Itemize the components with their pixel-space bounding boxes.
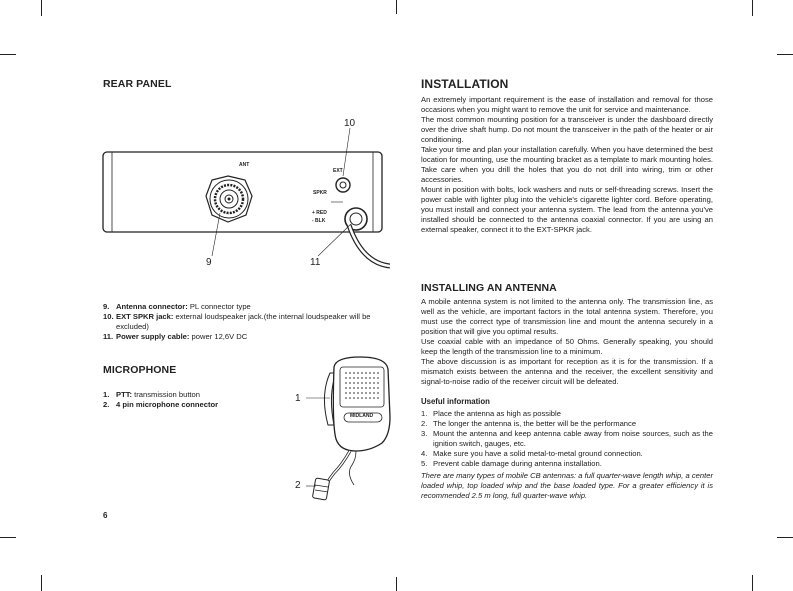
item-number: 5. (421, 459, 428, 468)
paragraph: Mount in position with bolts, lock washers and nuts or self-threading screws. Insert the power cable with lighter plug into the vehicle's cigarette lighter cord. Before operating, you must install and connect your antenna system. The lead from the antenna you've installed should be connected to the antenna coaxial connector. If you are using an external speaker, connect it to the EXT-SPKR jack. (421, 185, 713, 234)
item-text: PL connector type (187, 302, 251, 311)
list-item (103, 302, 398, 312)
crop-mark (396, 0, 397, 14)
paragraph: The most common mounting position for a transceiver is under the dashboard directly over the drive shaft hump. Do not mount the transceiver in the path of the heater or air conditioning. (421, 115, 713, 144)
paragraph: A mobile antenna system is not limited to the antenna only. The transmission line, as well as the vehicle, are important factors in the total antenna system. Therefore, you must use the correct type of transmission line and mount the antenna securely in a position that will give you optimal results. (421, 297, 713, 336)
crop-mark (777, 54, 793, 55)
callout-11: 11 (310, 257, 321, 268)
item-text: Prevent cable damage during antenna installation. (433, 459, 602, 468)
list-item (421, 449, 713, 459)
installation-title: INSTALLATION (421, 77, 509, 91)
ext-label: EXT (333, 168, 343, 174)
item-text: The longer the antenna is, the better will be the performance (433, 419, 637, 428)
list-item (103, 400, 283, 410)
item-number: 1. (421, 409, 428, 418)
crop-mark (0, 537, 16, 538)
microphone-drawing (290, 355, 400, 510)
microphone-title: MICROPHONE (103, 364, 177, 376)
item-number: 9. (103, 302, 110, 311)
paragraph: Take your time and plan your installation carefully. When you have determined the best location for mounting, use the mounting bracket as a template to mark mounting holes. Take care when you drill the holes that you do not drill into wiring, trim or other accessories. (421, 145, 713, 184)
antenna-connector-icon (206, 176, 252, 222)
crop-mark (752, 0, 753, 16)
crop-mark (41, 0, 42, 16)
list-item (421, 419, 713, 429)
paragraph: Use coaxial cable with an impedance of 50 Ohms. Generally speaking, you should keep the length of the transmission line to a minimum. (421, 337, 713, 356)
item-number: 10. (103, 312, 114, 321)
useful-info-title: Useful information (421, 397, 490, 406)
list-item (421, 459, 713, 469)
rear-panel-list (103, 302, 398, 342)
rear-panel-diagram (100, 118, 390, 278)
item-text: Place the antenna as high as possible (433, 409, 561, 418)
item-text: transmission button (132, 390, 200, 399)
rear-panel-title: REAR PANEL (103, 78, 172, 90)
installation-text (421, 95, 713, 235)
microphone-list (103, 390, 283, 410)
closing-note: There are many types of mobile CB antennas: a full quarter-wave length whip, a center loaded whip, top loaded whip and the base loaded type. For a greater efficiency it is recommended 2.5 m long, full quarter-wave whip. (421, 471, 713, 500)
crop-mark (396, 577, 397, 591)
crop-mark (752, 575, 753, 591)
microphone-diagram (290, 355, 400, 510)
item-text: power 12,6V DC (189, 332, 248, 341)
item-number: 4. (421, 449, 428, 458)
rear-panel-drawing (100, 118, 390, 278)
crop-mark (0, 54, 16, 55)
item-number: 2. (103, 400, 110, 409)
callout-10: 10 (344, 118, 356, 129)
antenna-text (421, 297, 713, 387)
item-text: Mount the antenna and keep antenna cable away from noise sources, such as the ignition switch, gauges, etc. (433, 429, 713, 448)
blk-label: - BLK (312, 218, 326, 224)
list-item (421, 409, 713, 419)
mic-brand-logo: MIDLAND (350, 413, 374, 419)
ant-label: ANT (239, 162, 250, 168)
item-label: PTT: (116, 390, 133, 399)
item-number: 2. (421, 419, 428, 428)
list-item (421, 429, 713, 449)
item-number: 1. (103, 390, 110, 399)
item-text: Make sure you have a solid metal-to-metal ground connection. (433, 449, 643, 458)
item-label: EXT SPKR jack: (116, 312, 174, 321)
item-label: Antenna connector: (116, 302, 188, 311)
crop-mark (41, 575, 42, 591)
red-label: + RED (312, 210, 327, 216)
callout-2: 2 (295, 480, 301, 491)
item-label: 4 pin microphone connector (116, 400, 219, 409)
item-number: 11. (103, 332, 114, 341)
callout-1: 1 (295, 393, 301, 404)
antenna-title: INSTALLING AN ANTENNA (421, 282, 557, 294)
paragraph: An extremely important requirement is the ease of installation and removal for those occasions when you might want to remove the unit for service and maintenance. (421, 95, 713, 114)
item-label: Power supply cable: (116, 332, 190, 341)
list-item (103, 390, 283, 400)
crop-mark (777, 537, 793, 538)
page-number: 6 (103, 511, 108, 520)
list-item (103, 312, 398, 332)
item-number: 3. (421, 429, 428, 438)
callout-9: 9 (206, 257, 212, 268)
useful-info-list (421, 409, 713, 469)
power-cable-icon (345, 208, 390, 266)
spkr-label: SPKR (313, 190, 327, 196)
list-item (103, 332, 398, 342)
paragraph: The above discussion is as important for reception as it is for the transmission. If a mismatch exists between the antenna and the receiver, the excellent sensitivity and signal-to-noise radio of the receiver circuit will be defeated. (421, 357, 713, 386)
item-text: external loudspeaker jack.(the internal loudspeaker will be excluded) (116, 312, 371, 331)
